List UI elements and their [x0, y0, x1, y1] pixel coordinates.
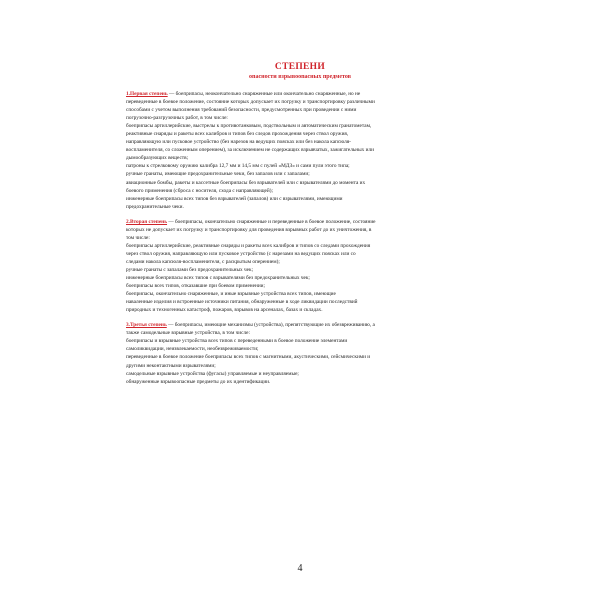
line-text: — боеприпасы, окончательно снаряженные и переведенные в боевое положение, состояние	[167, 218, 376, 225]
section-line	[126, 258, 474, 266]
section-line	[126, 345, 474, 353]
line-text: — боеприпасы, неокончательно снаряженные или окончательно снаряженные, но не	[167, 91, 361, 97]
section-line	[126, 329, 474, 337]
line-text: предохранительные чеки.	[126, 203, 184, 210]
line-text: переведенные в боевое положение боеприпасы всех типов с магнитными, акустическими, сейсмическими и	[126, 354, 371, 361]
section-line	[126, 274, 474, 282]
section-line	[126, 226, 474, 234]
page-number: 4	[297, 563, 303, 574]
section-line	[126, 266, 474, 274]
document-title: СТЕПЕНИ	[274, 62, 326, 72]
line-text: ручные гранаты, имеющие предохранительные чеки, без запалов или с запалами;	[126, 171, 310, 178]
section-line	[126, 122, 474, 130]
line-text: инженерные боеприпасы всех типов без взрывателей (запалов) или с взрывателями, имеющими	[126, 195, 343, 202]
line-text: которых не допускает их погрузку и транспортировку для проведения взрывных работ до их уничтожения, в	[126, 226, 372, 233]
section-heading: 1.Первая степень	[126, 91, 168, 97]
line-text: боеприпасы артиллерийские, выстрелы к противотанковым, подствольным и автоматическим гранатометам,	[126, 123, 372, 130]
section-line	[126, 298, 474, 306]
line-text: обнаруженные взрывоопасные предметы до их идентификации.	[126, 378, 271, 385]
section-line	[126, 337, 474, 345]
section-line	[126, 353, 474, 361]
line-text: другими неконтактными взрывателями;	[126, 362, 216, 369]
section-line	[126, 362, 474, 370]
section-line	[126, 154, 474, 162]
line-text: реактивные снаряды и ракеты всех калибров и типов без следов прохождения через ствол оружия,	[126, 131, 349, 138]
line-text: способами с учетом выполнения требований безопасности, предусмотренных при проведении с ними	[126, 107, 357, 114]
line-text: боеприпасы всех типов, отказавшие при боевом применении;	[126, 283, 265, 290]
section-line	[126, 98, 474, 106]
section-line	[126, 195, 474, 203]
document-subtitle: опасности взрывоопасных предметов	[249, 74, 351, 80]
section-line	[126, 146, 474, 154]
line-text: дымообразующих веществ;	[126, 155, 189, 162]
section-line	[126, 234, 474, 242]
line-text: боеприпасы, окончательно снаряженные, и иные взрывные устройства всех типов, имеющие	[126, 291, 336, 298]
line-text: авиационные бомбы, ракеты и кассетные боеприпасы без взрывателей или с взрывателями до момента их	[126, 179, 366, 186]
section-line	[126, 187, 474, 195]
section-line	[126, 370, 474, 378]
line-text: следами накола капсюля-воспламенителя, с раскрытым оперением);	[126, 258, 280, 265]
section-line	[126, 179, 474, 187]
section-line	[126, 138, 474, 146]
section-line	[126, 378, 474, 386]
section-line	[126, 170, 474, 178]
section-1	[126, 90, 474, 211]
line-text: — боеприпасы, имеющие механизмы (устройства), препятствующие их обезвреживанию, а	[166, 322, 375, 329]
section-line	[126, 90, 474, 98]
line-text: патроны к стрелковому оружию калибра 12,7 мм и 14,5 мм с пулей «МДЗ» и сами пули этого типа;	[126, 163, 350, 170]
section-line	[126, 242, 474, 250]
line-text: через ствол оружия, направляющую или пусковое устройство (с нарезами на ведущих поясках или со	[126, 250, 356, 257]
document-body	[126, 62, 474, 393]
section-3	[126, 321, 474, 385]
section-line	[126, 106, 474, 114]
line-text: самоликвидации, неизвлекаемости, необезвреживаемости;	[126, 346, 259, 353]
sections-container	[126, 90, 474, 386]
line-text: ручные гранаты с запалами без предохранительных чек;	[126, 266, 254, 273]
line-text: воспламенителя, со сложенным оперением), за исключением не содержащих взрывчатых, зажигательных или	[126, 147, 374, 154]
section-line	[126, 203, 474, 211]
line-text: наваленные изделия и встроенные источники питания, обнаруженные в ходе ликвидации последствий	[126, 299, 358, 306]
line-text: природных и техногенных катастроф, пожаров, взрывов на арсеналах, базах и складах.	[126, 307, 323, 314]
section-line	[126, 162, 474, 170]
section-2	[126, 218, 474, 315]
line-text: том числе:	[126, 234, 150, 241]
section-line	[126, 282, 474, 290]
line-text: самодельные взрывные устройства (фугасы) управляемые и неуправляемые;	[126, 370, 299, 377]
section-heading: 2.Вторая степень	[126, 218, 168, 225]
section-line	[126, 290, 474, 298]
line-text: боеприпасы артиллерийские, реактивные снаряды и ракеты всех калибров и типов со следами прохождения	[126, 242, 371, 249]
line-text: переведенные в боевое положение, состояние которых допускает их погрузку и транспортировку различными	[126, 99, 375, 106]
section-line	[126, 218, 474, 226]
line-text: также самодельные взрывные устройства, в том числе:	[126, 330, 250, 337]
line-text: инженерные боеприпасы всех типов с взрывателями без предохранительных чек;	[126, 275, 310, 282]
line-text: боеприпасы и взрывные устройства всех типов с переведенными в боевое положение элементами	[126, 338, 348, 345]
section-line	[126, 130, 474, 138]
section-heading: 3.Третья степень	[126, 322, 167, 329]
section-line	[126, 114, 474, 122]
line-text: погрузочно-разгрузочных работ, в том числе:	[126, 115, 228, 122]
section-line	[126, 250, 474, 258]
section-line	[126, 306, 474, 314]
section-line	[126, 321, 474, 329]
line-text: направляющую или пусковое устройство (без нарезов на ведущих поясках или без накола капсюля-	[126, 139, 351, 146]
line-text: боевого применения (сброса с носителя, схода с направляющей);	[126, 187, 273, 194]
